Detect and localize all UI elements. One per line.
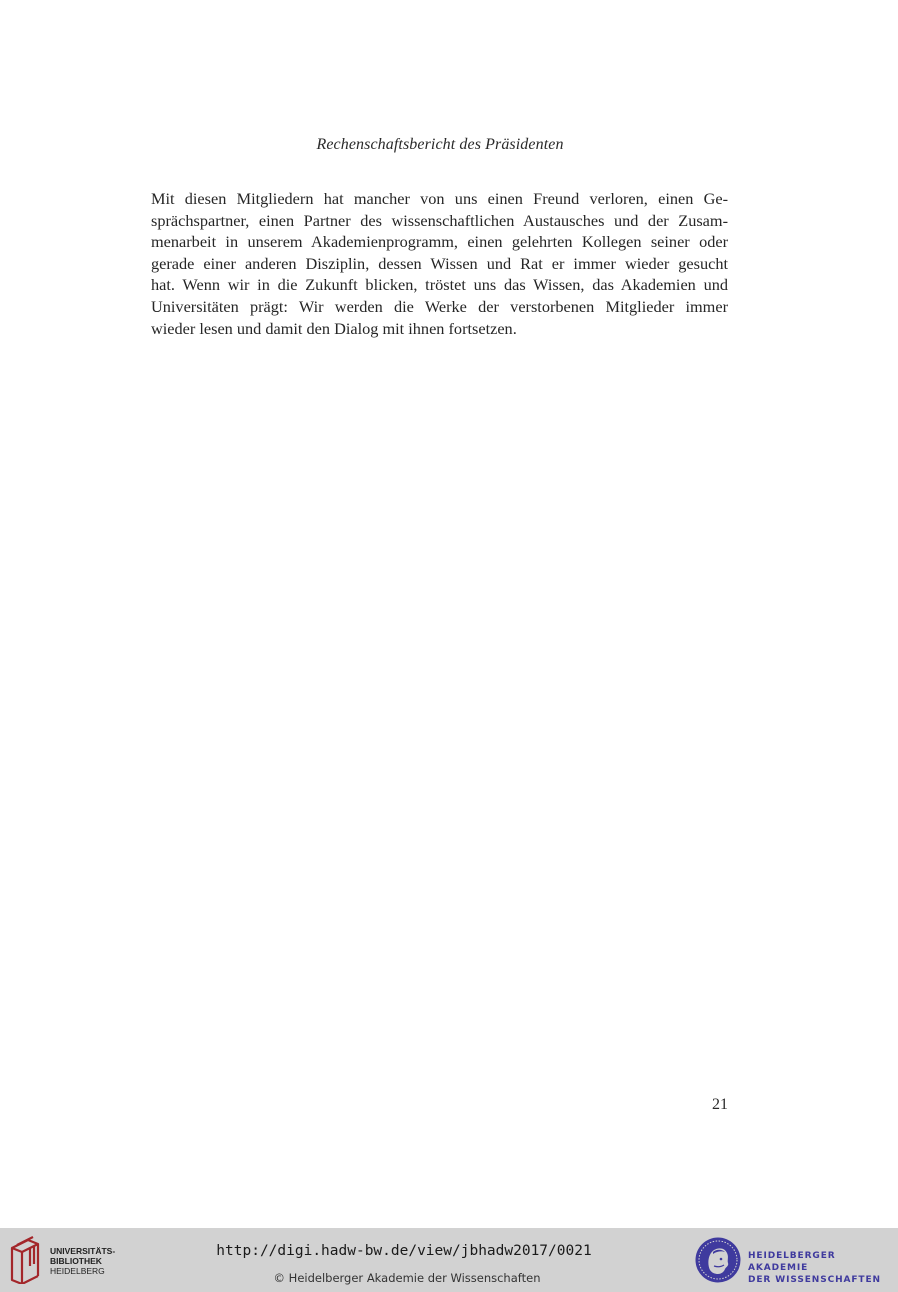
footer-bar — [0, 1228, 898, 1292]
hadw-logo-line2: DER WISSENSCHAFTEN — [748, 1275, 881, 1285]
permalink-url[interactable]: http://digi.hadw-bw.de/view/jbhadw2017/0021 — [216, 1243, 592, 1259]
body-line: gerade einer anderen Disziplin, dessen Wissen und Rat er immer wieder gesucht — [151, 253, 728, 273]
body-line: menarbeit in unserem Akademienprogramm, einen gelehrten Kollegen seiner oder — [151, 232, 728, 252]
ub-logo-line2: BIBLIOTHEK — [50, 1256, 102, 1266]
body-paragraph — [151, 188, 728, 339]
body-line: Mit diesen Mitgliedern hat mancher von uns einen Freund verloren, einen Ge- — [151, 189, 728, 208]
body-line: wieder lesen und damit den Dialog mit ihnen fortsetzen. — [151, 318, 517, 338]
running-head: Rechenschaftsbericht des Präsidenten — [316, 136, 564, 153]
body-line: Universitäten prägt: Wir werden die Werke der verstorbenen Mitglieder immer — [151, 296, 728, 316]
ub-logo-line1: UNIVERSITÄTS- — [50, 1246, 116, 1256]
hadw-logo[interactable] — [694, 1236, 894, 1284]
hadw-logo-line1: HEIDELBERGER AKADEMIE — [748, 1251, 836, 1273]
athena-head-emblem-icon — [694, 1236, 742, 1284]
body-line: sprächspartner, einen Partner des wissenschaftlichen Austausches und der Zusam- — [151, 210, 728, 230]
body-line: hat. Wenn wir in die Zukunft blicken, tröstet uns das Wissen, das Akademien und — [151, 275, 728, 295]
copyright-notice: © Heidelberger Akademie der Wissenschaften — [273, 1271, 541, 1285]
page-number: 21 — [712, 1096, 728, 1113]
ub-logo-line3: HEIDELBERG — [50, 1266, 105, 1276]
hadw-logo-text — [748, 1250, 894, 1286]
